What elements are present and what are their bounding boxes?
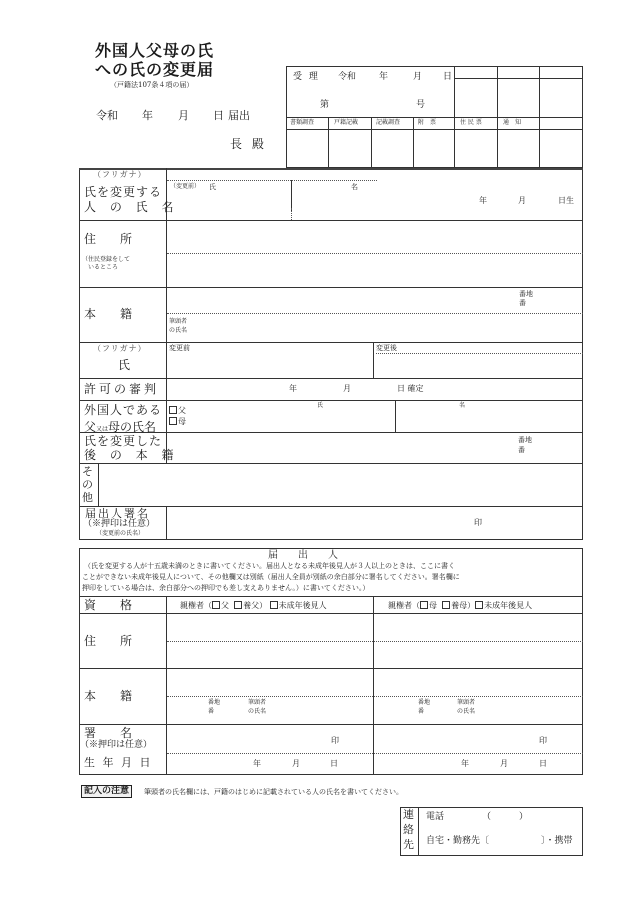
notifier-signature-label-line2: （※押印は任意）	[83, 519, 156, 529]
minor-guardian-label: 未成年後見人	[484, 601, 533, 610]
form-title-line1: 外国人父母の氏	[95, 41, 215, 60]
left-banchi: 番地	[208, 699, 221, 706]
head-of-family-input[interactable]	[195, 317, 575, 339]
reception-col-entry-check: 記載調査	[376, 119, 401, 126]
left-head-line1: 筆頭者	[248, 699, 267, 706]
reception-divider	[286, 129, 583, 130]
reception-col-resident-record: 住 民 票	[460, 119, 482, 126]
form-title-line2: への氏の変更届	[95, 60, 215, 79]
mother-label: 母	[429, 601, 437, 610]
form-subtitle: （戸籍法107条４項の届）	[110, 81, 194, 89]
address-note-line2: いるところ	[88, 264, 119, 271]
foreign-parent-given-input[interactable]	[400, 412, 578, 430]
adoptive-father-label: 養父）	[243, 601, 268, 610]
phone-area-code-input[interactable]	[490, 811, 518, 825]
option-mother-label: 母	[178, 417, 186, 426]
option-father[interactable]	[169, 405, 186, 416]
row-divider	[79, 668, 583, 669]
reception-divider	[286, 117, 583, 118]
person-name-label-line1: 氏を変更する	[84, 185, 163, 199]
notifier-instructions-line1: （氏を変更する人が十五歳未満のときに書いてください。届出人となる未成年後見人が３人以上のときは、ここに書く	[84, 562, 455, 570]
notifier-instructions-line3: 押印をしている場合は、余白部分への押印でも差し支えありません。）に書いてください。）	[82, 584, 370, 592]
row-divider	[79, 613, 583, 614]
permission-year: 年	[289, 384, 297, 393]
row-divider	[79, 342, 583, 343]
notifier-signature-label-line1: 届出人署名	[85, 507, 150, 520]
reception-col-attached-slip: 附 票	[418, 119, 437, 126]
reception-divider	[454, 78, 583, 79]
notifier-signature-label-line3: （変更前の氏名）	[96, 530, 145, 537]
address-line	[167, 641, 583, 642]
before-change-label: 変更前	[169, 344, 190, 352]
signature-line	[167, 753, 583, 754]
notifier-instructions-line2: ことができない未成年後見人について、その他欄又は別紙（届出人全員が別紙の余白部分に署名してください。署名欄に	[82, 573, 460, 581]
foreign-parent-label-line2	[84, 418, 156, 434]
before-after-divider	[373, 342, 374, 378]
option-father-label: 父	[178, 406, 186, 415]
reception-era: 令和	[338, 72, 357, 82]
left-ban: 番	[208, 708, 215, 715]
reception-col-register-entry: 戸籍記載	[334, 119, 359, 126]
surname-change-label: 氏	[118, 358, 131, 372]
date-month-label: 月	[178, 109, 189, 122]
qualification-label: 資 格	[84, 598, 133, 612]
left-qualification-options	[180, 600, 327, 611]
person-surname-input[interactable]	[170, 194, 288, 216]
new-domicile-label-line2: 後 の 本 籍	[84, 448, 179, 462]
father-text: 父	[84, 420, 97, 434]
reception-number-prefix: 第	[320, 100, 330, 110]
guardian-label: 親権者（	[180, 601, 212, 610]
mother-checkbox[interactable]	[169, 417, 177, 425]
domicile-input[interactable]	[170, 290, 510, 310]
domicile-banchi: 番地	[519, 290, 533, 298]
label-column-divider	[166, 596, 167, 775]
right-seal-mark: 印	[539, 736, 547, 745]
date-era: 令和	[96, 109, 118, 122]
reception-divider	[371, 117, 372, 168]
foreign-parent-label-line1: 外国人である	[84, 403, 163, 417]
adoptive-mother-label: 養母）	[451, 601, 476, 610]
left-seal-mark: 印	[331, 736, 339, 745]
domicile-label: 本 籍	[84, 307, 133, 321]
notifier-left-domicile-input[interactable]	[170, 672, 368, 694]
notifier-address-label: 住 所	[84, 634, 133, 648]
right-head-line2: の氏名	[457, 708, 476, 715]
option-mother[interactable]	[169, 416, 186, 427]
minor-guardian-checkbox[interactable]	[475, 601, 483, 609]
father-label: 父	[221, 601, 229, 610]
seal-mark: 印	[474, 518, 482, 527]
right-head-line1: 筆頭者	[457, 699, 476, 706]
notifier-signature-label: 署 名	[84, 726, 133, 740]
address-label: 住 所	[84, 232, 133, 246]
other-label-3: 他	[82, 491, 93, 504]
person-name-label-line2: 人 の 氏 名	[84, 200, 179, 214]
other-label-2: の	[82, 478, 93, 491]
mother-name-text: 母の氏名	[108, 420, 157, 434]
notifier-domicile-label: 本 籍	[84, 689, 133, 703]
submitted-label: 届出	[228, 109, 250, 122]
minor-guardian-label: 未成年後見人	[278, 601, 327, 610]
contact-divider	[418, 807, 419, 856]
left-birth-day: 日	[330, 759, 338, 768]
row-divider	[79, 220, 583, 221]
after-change-label: 変更後	[376, 344, 397, 352]
foreign-parent-given-label: 名	[459, 402, 466, 409]
notifier-right-address-input[interactable]	[378, 617, 578, 639]
contact-label-1: 連	[403, 808, 414, 821]
surname-given-divider	[395, 400, 396, 432]
surname-after-input[interactable]	[378, 356, 578, 376]
birth-day-label: 日生	[558, 196, 574, 205]
new-domicile-input[interactable]	[170, 438, 510, 458]
addressee-label: 長 殿	[230, 137, 267, 151]
domicile-line	[167, 313, 583, 314]
right-ban: 番	[418, 708, 425, 715]
before-change-note: （変更前）	[170, 183, 201, 190]
address-note-line1: 住民登録をして	[88, 256, 131, 263]
reception-month: 月	[413, 72, 423, 82]
address-line	[167, 253, 583, 254]
head-of-family-label-line2: の氏名	[169, 327, 188, 334]
contact-label-3: 先	[403, 838, 414, 851]
contact-label-2: 絡	[403, 823, 414, 836]
left-birth-year: 年	[253, 759, 261, 768]
address-line2-input[interactable]	[170, 258, 578, 282]
date-day-label: 日	[213, 109, 224, 122]
adoptive-father-checkbox[interactable]	[234, 601, 242, 609]
reception-year: 年	[379, 72, 389, 82]
notifier-left-signature-input[interactable]	[170, 728, 320, 750]
phone-label: 電話	[426, 812, 445, 822]
birth-year-label: 年	[479, 196, 487, 205]
permission-month: 月	[343, 384, 351, 393]
row-divider	[79, 506, 583, 507]
phone-number-input[interactable]	[528, 811, 578, 825]
row-divider	[79, 724, 583, 725]
date-year-label: 年	[142, 109, 153, 122]
new-domicile-label-line1: 氏を変更した	[84, 434, 163, 448]
right-birth-day: 日	[539, 759, 547, 768]
person-given-name-input[interactable]	[295, 194, 445, 216]
adoptive-mother-checkbox[interactable]	[442, 601, 450, 609]
given-name-label: 名	[351, 183, 358, 191]
furigana-label: （フリガナ）	[93, 170, 147, 179]
reception-day: 日	[443, 72, 453, 82]
new-domicile-ban: 番	[518, 446, 525, 454]
right-banchi: 番地	[418, 699, 431, 706]
permission-label: 許可の審判	[84, 382, 160, 396]
notifier-right-signature-input[interactable]	[378, 728, 528, 750]
mother-checkbox[interactable]	[420, 601, 428, 609]
head-of-family-label-line1: 筆頭者	[169, 318, 188, 325]
table-border	[79, 168, 583, 170]
reception-divider	[413, 117, 414, 168]
notifier-right-domicile-input[interactable]	[378, 672, 578, 694]
row-divider	[79, 596, 583, 597]
notes-text: 筆頭者の氏名欄には、戸籍のはじめに記載されている人の氏名を書いてください。	[144, 788, 403, 796]
left-birth-month: 月	[292, 759, 300, 768]
foreign-parent-surname-label: 氏	[317, 402, 324, 409]
row-divider	[79, 400, 583, 401]
other-textarea[interactable]	[102, 466, 578, 503]
other-label-1: そ	[82, 465, 93, 478]
address-line1-input[interactable]	[170, 225, 578, 249]
reception-divider	[328, 117, 329, 168]
furigana-label: （フリガナ）	[93, 344, 147, 353]
phone-paren-open: （	[482, 812, 492, 822]
surname-before-input[interactable]	[170, 356, 368, 376]
father-checkbox[interactable]	[212, 601, 220, 609]
birth-month-label: 月	[518, 196, 526, 205]
right-birth-year: 年	[461, 759, 469, 768]
domicile-ban: 番	[519, 299, 526, 307]
home-work-label: 自宅・勤務先〔	[426, 836, 490, 846]
address-note-open-paren: （	[82, 256, 89, 263]
minor-guardian-checkbox[interactable]	[270, 601, 278, 609]
surname-given-divider	[291, 208, 292, 220]
notifier-heading: 届 出 人	[268, 550, 338, 561]
right-qualification-options	[388, 600, 532, 611]
domicile-line	[167, 696, 583, 697]
or-text: 又は	[96, 426, 109, 433]
reception-col-notification: 通 知	[503, 119, 522, 126]
surname-label: 氏	[209, 183, 216, 191]
right-birth-month: 月	[500, 759, 508, 768]
foreign-parent-surname-input[interactable]	[200, 412, 390, 430]
notes-tag: 記入の注意	[81, 785, 132, 798]
notifier-columns-divider	[373, 596, 374, 775]
label-column-divider	[98, 463, 99, 506]
new-domicile-banchi: 番地	[518, 436, 532, 444]
phone-paren-close: ）	[519, 812, 529, 822]
furigana-line	[167, 180, 377, 181]
row-divider	[79, 287, 583, 288]
birth-date-label: 生 年 月 日	[84, 756, 153, 769]
notifier-left-address-input[interactable]	[170, 617, 368, 639]
guardian-label: 親権者（	[388, 601, 420, 610]
permission-confirmed: 日 確定	[397, 384, 424, 393]
mobile-label: 〕・携帯	[541, 836, 573, 846]
left-head-line2: の氏名	[248, 708, 267, 715]
label-column-divider	[166, 506, 167, 540]
row-divider	[79, 463, 583, 464]
received-label: 受 理	[293, 72, 320, 82]
notifier-signature-input[interactable]	[170, 512, 460, 536]
notifier-signature-note: （※押印は任意）	[80, 740, 153, 750]
furigana-line	[376, 353, 583, 354]
father-checkbox[interactable]	[169, 406, 177, 414]
reception-col-document-check: 書類調査	[290, 119, 315, 126]
reception-number-suffix: 号	[416, 100, 426, 110]
row-divider	[79, 378, 583, 379]
